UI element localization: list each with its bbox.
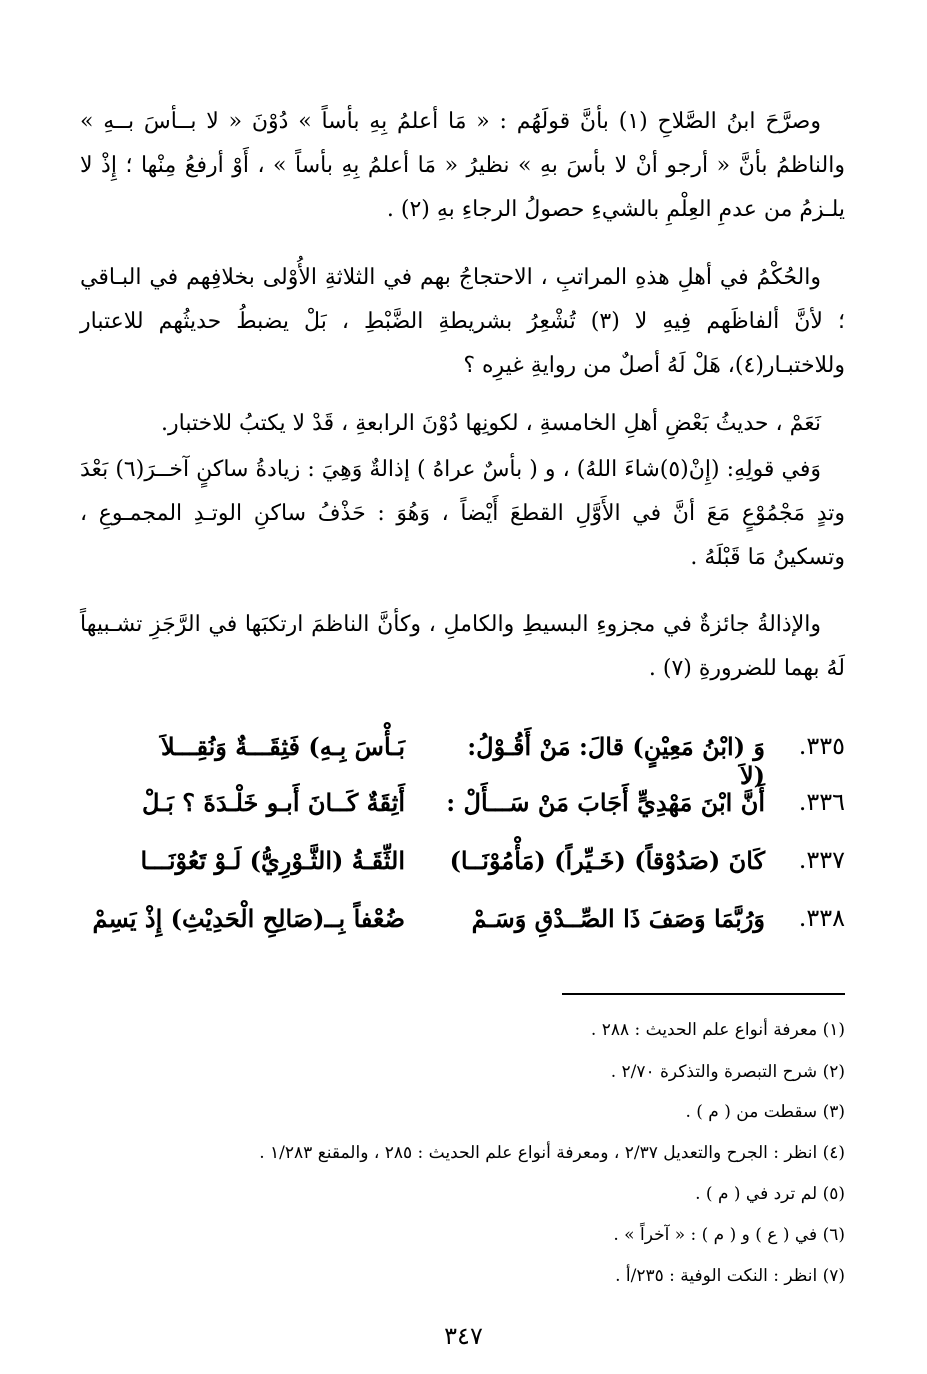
verse-first-hemistich: كَانَ (صَدُوْقاً) (خَـيِّراً) (مَأْمُوْنَــا): [449, 846, 765, 875]
footnote: (٥) لم ترد في ( م ) .: [695, 1184, 845, 1204]
body-paragraph-5: والإذالةُ جائزةٌ في مجزوءِ البسيطِ والكاملِ ، وكأنَّ الناظمَ ارتكبَها في الرَّجَزِ تشـبيهاً لَهُ بهما للضرورةِ (٧) .: [80, 612, 845, 681]
footnote: (٦) في ( ع ) و ( م ) : « آخراً » .: [613, 1225, 845, 1245]
verse-number: ٣٣٦.: [798, 788, 845, 816]
body-paragraph-3: نَعَمْ ، حديثُ بَعْضِ أهلِ الخامسةِ ، لكونِها دُوْنَ الرابعةِ ، قَدْ لا يكتبُ للاختبار.: [161, 411, 821, 436]
verse-first-hemistich: وَرُبَّمَا وَصَفَ ذَا الصِّــدْقِ وَسَـمْ: [471, 904, 765, 933]
verse-second-hemistich: أَثِقَةٌ كَــانَ أَبـو خَلْـدَةَ ؟ بَـلْ: [142, 788, 405, 817]
footnote: (٤) انظر : الجرح والتعديل ٢/٣٧ ، ومعرفة أنواع علم الحديث : ٢٨٥ ، والمقنع ١/٢٨٣ .: [259, 1143, 845, 1163]
verse-second-hemistich: ضُعْفاً بِــ(صَالِحِ الْحَدِيْثِ) إِذْ يَسِمْ: [92, 904, 405, 933]
footnote: (٧) انظر : النكت الوفية : ٢٣٥/أ .: [615, 1266, 845, 1286]
body-paragraph-2: والحُكْمُ في أهلِ هذهِ المراتبِ ، الاحتجاجُ بهم في الثلاثةِ الأُوْلى بخلافِهم في البـاقي ؛ لأنَّ ألفاظَهم فِيهِ لا (٣) تُشْعِرُ بشريطةِ الضَّبْطِ ، بَلْ يضبطُ حديثُهم للاعتبار وللاختبـار(٤)، هَلْ لَهُ أصلٌ من روايةِ غيرِه ؟: [80, 265, 845, 378]
footnote: (١) معرفة أنواع علم الحديث : ٢٨٨ .: [590, 1020, 845, 1040]
verse-number: ٣٣٥.: [798, 732, 845, 760]
verse-line: [80, 840, 845, 890]
footnote: (٢) شرح التبصرة والتذكرة ٢/٧٠ .: [610, 1062, 845, 1082]
verse-number: ٣٣٧.: [798, 846, 845, 874]
verse-line: [80, 782, 845, 832]
verse-line: [80, 898, 845, 948]
body-paragraph-4: وَفي قولِهِ: (إِنْ(٥)شاءَ اللهُ) ، و ( بأسٌ عراهُ ) إذالةٌ وَهِيَ : زيادةُ ساكنٍ آخــرَ(٦) بَعْدَ وتدٍ مَجْمُوْعٍ مَعَ أنَّ في الأَوَّلِ القطعَ أَيْضاً ، وَهُوَ : حَذْفُ ساكنِ الوتـدِ المجمـوعِ ، وتسكينُ مَا قَبْلَهُ .: [80, 457, 845, 570]
verse-first-hemistich: أَنَّ ابْنَ مَهْدِيٍّ أَجَابَ مَنْ سَـــأَلْ :: [446, 788, 765, 817]
verse-line: [80, 726, 845, 790]
footnote: (٣) سقطت من ( م ) .: [685, 1102, 845, 1122]
verse-number: ٣٣٨.: [798, 904, 845, 932]
body-paragraph-1: وصرَّحَ ابنُ الصَّلاحِ (١) بأنَّ قولَهُم : « مَا أعلمُ بِهِ بأساً » دُوْنَ « لا بــأسَ بــهِ » والناظمُ بأنَّ « أرجو أنْ لا بأسَ بهِ » نظيرُ « مَا أعلمُ بِهِ بأساً » ، أَوْ أرفعُ مِنْها ؛ إِذْ لا يلـزمُ من عدمِ العِلْمِ بالشيءِ حصولُ الرجاءِ بهِ (٢) .: [80, 109, 845, 222]
page-number: ٣٤٧: [444, 1322, 483, 1350]
verse-second-hemistich: الثِّقَـةُ (الثَّـوْرِيُّ) لَـوْ تَعُوْنَـــا: [140, 846, 405, 875]
verse-first-hemistich: وَ (ابْنُ مَعِيْنٍ) قالَ: مَنْ أَقُـوْلُ: (لاَ: [467, 732, 765, 790]
footnote-separator: [562, 993, 845, 995]
verse-second-hemistich: بَـأْسَ بِـهِ) فَثِقَـــةٌ وَنُقِـــلاَ: [161, 732, 405, 761]
